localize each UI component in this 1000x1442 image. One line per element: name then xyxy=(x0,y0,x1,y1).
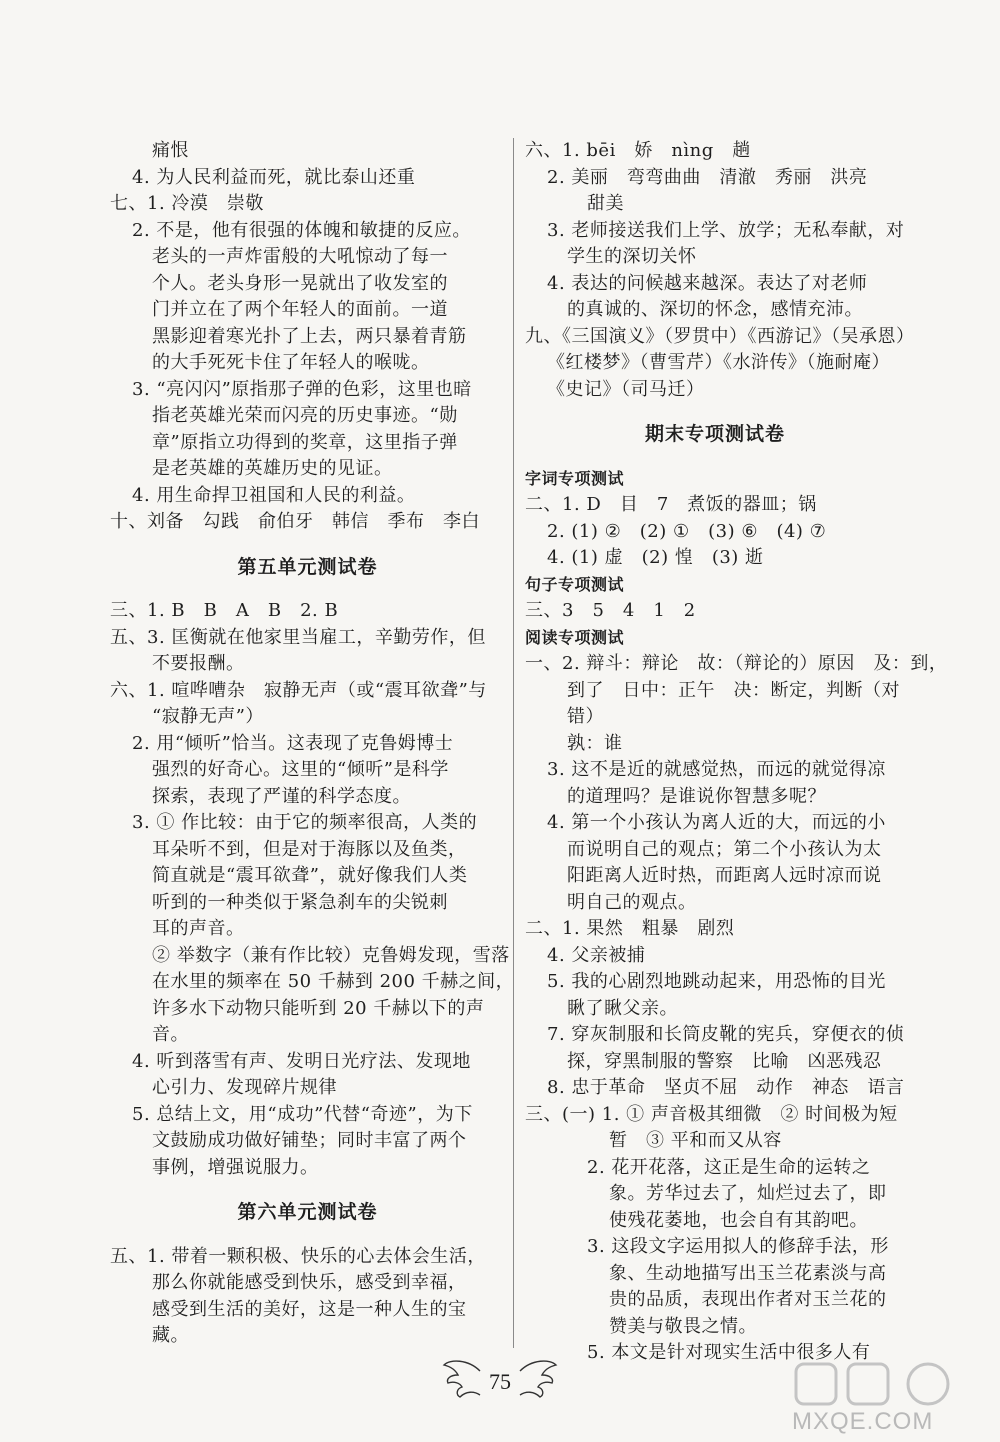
answer-line: 门并立在了两个年轻人的面前。一道 xyxy=(152,299,448,320)
answer-line: 藏。 xyxy=(152,1325,189,1346)
left-column xyxy=(110,138,515,1350)
answer-line: 感受到生活的美好，这是一种人生的宝 xyxy=(152,1298,467,1320)
answer-line: 7. 穿灰制服和长筒皮靴的宪兵，穿便衣的侦 xyxy=(547,1024,905,1045)
answer-line: 那么你就能感受到快乐，感受到幸福， xyxy=(152,1272,467,1293)
answer-line: “寂静无声”） xyxy=(152,706,264,727)
subsection-heading: 阅读专项测试 xyxy=(525,627,625,647)
answer-line: 简直就是“震耳欲聋”，就好像我们人类 xyxy=(152,865,468,886)
answer-line: 孰：谁 xyxy=(567,732,623,754)
answer-line: 象。芳华过去了，灿烂过去了，即 xyxy=(609,1183,887,1204)
answer-line: 而说明自己的观点；第二个小孩认为太 xyxy=(567,838,882,860)
answer-line: 瞅了瞅父亲。 xyxy=(567,997,678,1019)
answer-line: 十、刘备 勾践 俞伯牙 韩信 季布 李白 xyxy=(110,511,480,532)
answer-line: 2. 花开花落，这正是生命的运转之 xyxy=(587,1156,871,1178)
watermark-logo xyxy=(786,1358,986,1408)
answer-line: 一、2. 辩斗：辩论 故：（辩论的）原因 及：到， xyxy=(525,653,948,674)
answer-line: 六、1. 喧哗嘈杂 寂静无声（或“震耳欲聋”与 xyxy=(110,679,487,701)
answer-line: 5. 总结上文，用“成功”代替“奇迹”，为下 xyxy=(132,1103,473,1125)
answer-line: 8. 忠于革命 坚贞不屈 动作 神态 语言 xyxy=(547,1077,905,1098)
answer-line: 《红楼梦》（曹雪芹）《水浒传》（施耐庵） xyxy=(547,352,890,373)
page-number-ornament xyxy=(440,1357,560,1413)
answer-line: 三、1. B B A B 2. B xyxy=(110,600,339,621)
answer-line: 4. 听到落雪有声、发明日光疗法、发现地 xyxy=(132,1050,471,1072)
section-heading: 期末专项测试卷 xyxy=(644,423,785,445)
answer-line: 指老英雄光荣而闪亮的历史事迹。“勋 xyxy=(152,405,458,426)
answer-line: 4. 表达的问候越来越深。表达了对老师 xyxy=(547,272,868,294)
answer-line: 使残花萎地，也会自有其韵吧。 xyxy=(609,1209,868,1231)
answer-line: 老头的一声炸雷般的大吼惊动了每一 xyxy=(152,246,448,267)
answer-line: ② 举数字（兼有作比较）克鲁姆发现，雪落 xyxy=(152,944,510,966)
answer-line: 心引力、发现碎片规律 xyxy=(152,1077,337,1098)
answer-line: 《史记》（司马迁） xyxy=(547,378,705,400)
answer-line: 强烈的好奇心。这里的“倾听”是科学 xyxy=(152,759,449,780)
section-heading: 第六单元测试卷 xyxy=(237,1201,378,1223)
answer-line: 事例，增强说服力。 xyxy=(152,1156,319,1178)
answer-line: 二、1. D 目 7 煮饭的器皿；锅 xyxy=(525,494,817,515)
answer-line: 3. 老师接送我们上学、放学；无私奉献，对 xyxy=(547,219,905,241)
answer-line: 到了 日中：正午 决：断定，判断（对 xyxy=(567,679,900,701)
answer-line: 2. 不是，他有很强的体魄和敏捷的反应。 xyxy=(132,219,471,241)
answer-line: 甜美 xyxy=(587,193,624,214)
answer-line: 错） xyxy=(567,706,604,727)
answer-line: 暂 ③ 平和而又从容 xyxy=(609,1130,782,1151)
answer-line: 3. ① 作比较：由于它的频率很高，人类的 xyxy=(132,812,478,833)
answer-line: 的道理吗？是谁说你智慧多呢？ xyxy=(567,785,826,807)
answer-line: 五、1. 带着一颗积极、快乐的心去体会生活， xyxy=(110,1245,486,1267)
answer-line: 探，穿黑制服的警察 比喻 凶恶残忍 xyxy=(567,1050,882,1072)
answer-line: 九、《三国演义》（罗贯中）《西游记》（吴承恩） xyxy=(525,325,915,347)
answer-line: 贵的品质，表现出作者对玉兰花的 xyxy=(609,1289,887,1310)
answer-line: 象、生动地描写出玉兰花素淡与高 xyxy=(609,1262,887,1284)
answer-line: 耳的声音。 xyxy=(152,918,245,939)
answer-line: 在水里的频率在 50 千赫到 200 千赫之间， xyxy=(152,971,515,992)
answer-line: 章”原指立功得到的奖章，这里指子弹 xyxy=(152,431,458,453)
answer-line: 5. 本文是针对现实生活中很多人有 xyxy=(587,1342,871,1363)
answer-line: 阳距离人近时热，而距离人远时凉而说 xyxy=(567,865,882,886)
answer-line: 个人。老头身形一晃就出了收发室的 xyxy=(152,272,448,294)
answer-line: 2. 用“倾听”恰当。这表现了克鲁姆博士 xyxy=(132,732,454,754)
watermark-url: MXQE.COM xyxy=(792,1408,934,1435)
answer-line: 3. 这段文字运用拟人的修辞手法，形 xyxy=(587,1236,889,1257)
answer-line: 痛恨 xyxy=(152,140,189,161)
answer-line: 黑影迎着寒光扑了上去，两只暴着青筋 xyxy=(152,325,467,347)
answer-line: 是老英雄的英雄历史的见证。 xyxy=(152,458,393,479)
answer-line: 5. 我的心剧烈地跳动起来，用恐怖的目光 xyxy=(547,971,886,992)
answer-line: 三、(一) 1. ① 声音极其细微 ② 时间极为短 xyxy=(525,1103,898,1125)
answer-line: 4. 父亲被捕 xyxy=(547,944,646,966)
answer-line: 耳朵听不到，但是对于海豚以及鱼类， xyxy=(152,838,467,860)
answer-line: 五、3. 匡衡就在他家里当雇工，辛勤劳作，但 xyxy=(110,626,486,648)
answer-line: 4. (1) 虚 (2) 惶 (3) 逝 xyxy=(547,547,764,568)
subsection-heading: 句子专项测试 xyxy=(525,574,625,594)
answer-line: 3. 这不是近的就感觉热，而远的就觉得凉 xyxy=(547,759,886,780)
answer-line: 学生的深切关怀 xyxy=(567,246,697,267)
answer-line: 赞美与敬畏之情。 xyxy=(609,1315,757,1337)
watermark xyxy=(786,1358,986,1438)
answer-line: 3. “亮闪闪”原指那子弹的色彩，这里也暗 xyxy=(132,378,472,400)
answer-line: 三、3 5 4 1 2 xyxy=(525,600,696,621)
right-column xyxy=(525,138,948,1367)
answer-line: 音。 xyxy=(152,1024,189,1045)
subsection-heading: 字词专项测试 xyxy=(525,468,625,488)
answer-line: 的大手死死卡住了年轻人的喉咙。 xyxy=(152,352,430,373)
answer-line: 许多水下动物只能听到 20 千赫以下的声 xyxy=(152,997,485,1019)
section-heading: 第五单元测试卷 xyxy=(237,555,378,578)
column-divider xyxy=(513,138,514,1348)
answer-line: 二、1. 果然 粗暴 剧烈 xyxy=(525,918,735,939)
answer-line: 4. 为人民利益而死，就比泰山还重 xyxy=(132,166,416,188)
answer-line: 六、1. bēi 娇 nìng 趟 xyxy=(525,140,751,161)
page-number: 75 xyxy=(489,1369,511,1394)
answer-line: 文鼓励成功做好铺垫；同时丰富了两个 xyxy=(152,1130,467,1151)
answer-line: 4. 用生命捍卫祖国和人民的利益。 xyxy=(132,484,416,506)
answer-line: 的真诚的、深切的怀念，感情充沛。 xyxy=(567,299,863,320)
answer-line: 七、1. 冷漠 崇敬 xyxy=(110,193,264,214)
answer-line: 探索，表现了严谨的科学态度。 xyxy=(152,785,411,807)
answer-line: 听到的一种类似于紧急刹车的尖锐刺 xyxy=(152,891,448,913)
answer-line: 2. (1) ② (2) ① (3) ⑥ (4) ⑦ xyxy=(547,520,827,542)
answer-line: 2. 美丽 弯弯曲曲 清澈 秀丽 洪亮 xyxy=(547,166,868,188)
answer-line: 4. 第一个小孩认为离人近的大，而远的小 xyxy=(547,812,886,833)
answer-line: 明自己的观点。 xyxy=(567,891,697,913)
answer-line: 不要报酬。 xyxy=(152,653,245,674)
